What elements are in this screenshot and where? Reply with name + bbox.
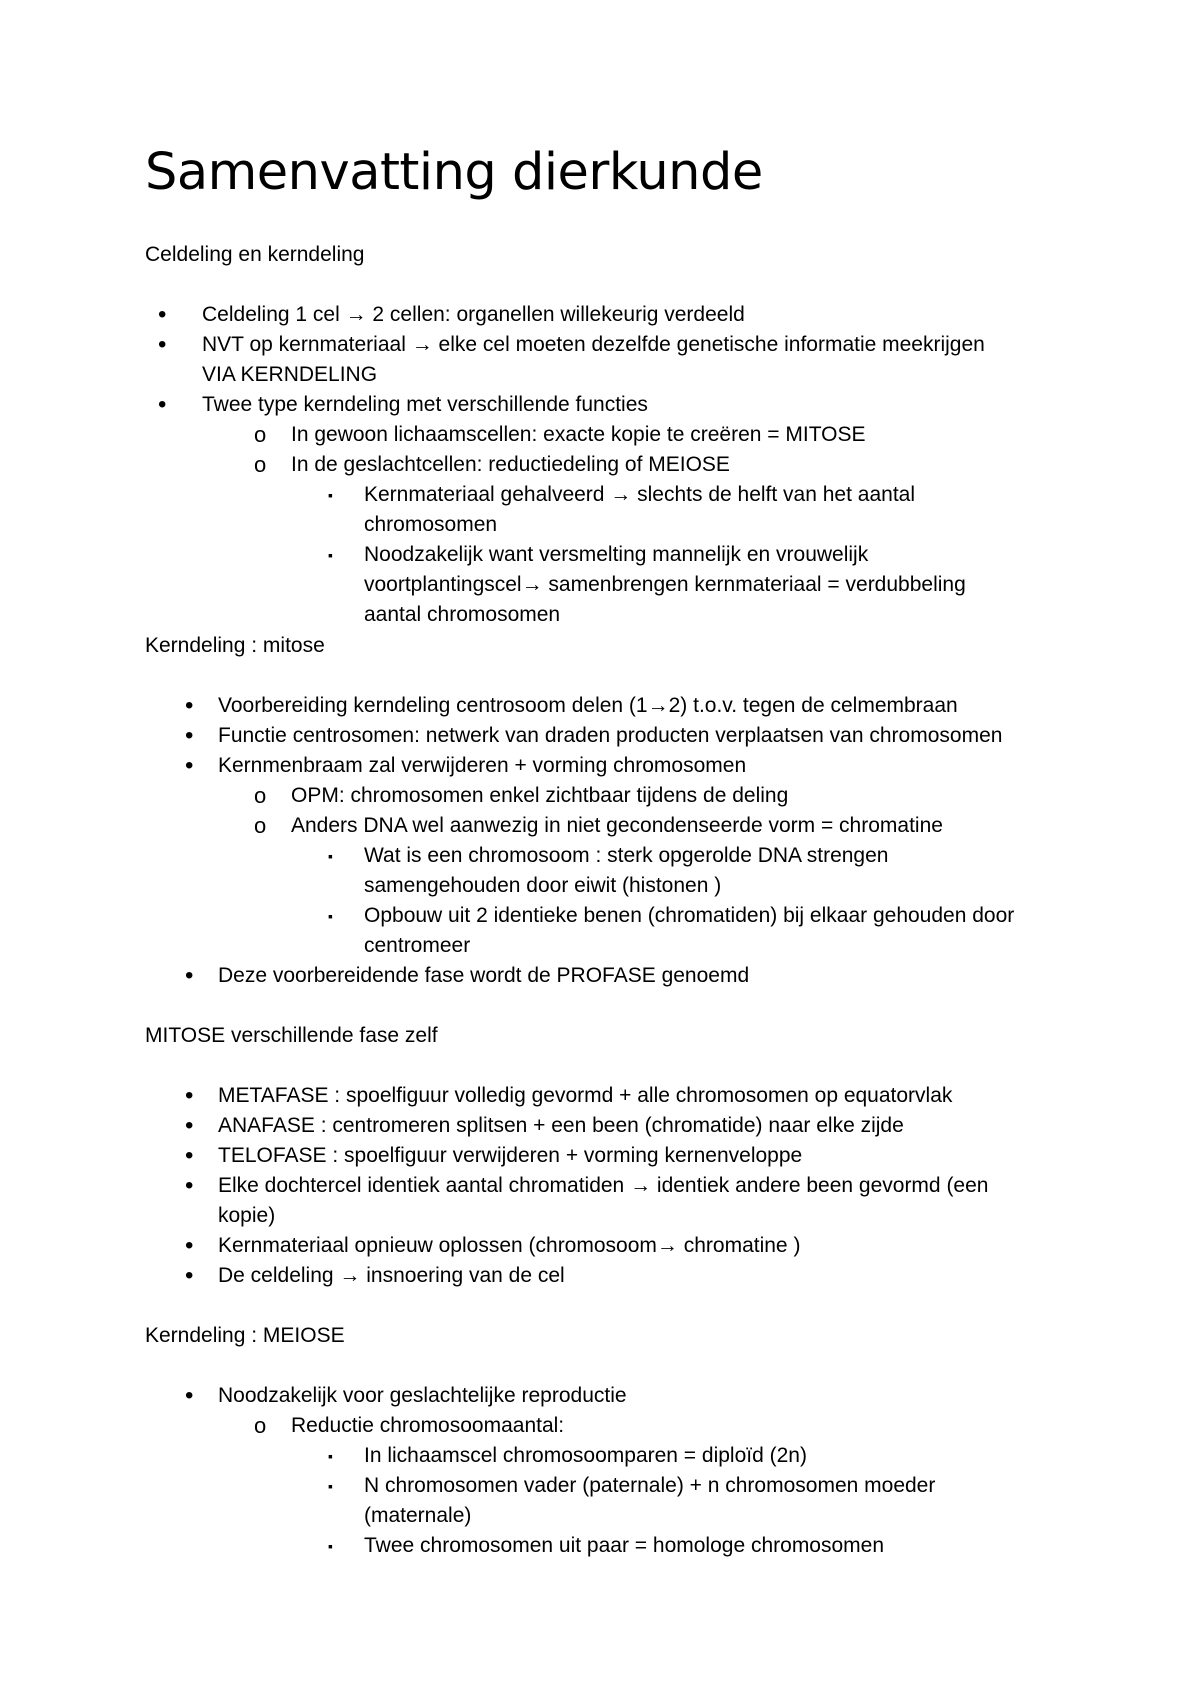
list-item-line: TELOFASE : spoelfiguur verwijderen + vorming kernenveloppe <box>218 1144 803 1167</box>
bullet-dot-icon: • <box>185 1082 194 1109</box>
bullet-circle-icon: o <box>254 1413 267 1438</box>
bullet-dot-icon: • <box>185 1262 194 1289</box>
section-heading: Kerndeling : MEIOSE <box>145 1324 345 1347</box>
list-item-line: Kernmateriaal gehalveerd → slechts de helft van het aantal <box>364 483 915 506</box>
list-item-line: Elke dochtercel identiek aantal chromatiden → identiek andere been gevormd (een <box>218 1174 989 1197</box>
list-item-line: Noodzakelijk voor geslachtelijke reproductie <box>218 1384 627 1407</box>
list-item-line: samengehouden door eiwit (histonen ) <box>364 874 722 897</box>
list-item-line: METAFASE : spoelfiguur volledig gevormd + alle chromosomen op equatorvlak <box>218 1084 953 1107</box>
bullet-dot-icon: • <box>185 1142 194 1169</box>
list-item-line: Opbouw uit 2 identieke benen (chromatiden) bij elkaar gehouden door <box>364 904 1015 927</box>
bullet-dot-icon: • <box>185 1112 194 1139</box>
list-item-line: Kernmateriaal opnieuw oplossen (chromosoom→ chromatine ) <box>218 1234 801 1257</box>
bullet-circle-icon: o <box>254 452 267 477</box>
bullet-circle-icon: o <box>254 813 267 838</box>
bullet-circle-icon: o <box>254 422 267 447</box>
list-item-line: Noodzakelijk want versmelting mannelijk en vrouwelijk <box>364 543 869 566</box>
list-item-line: In gewoon lichaamscellen: exacte kopie te creëren = MITOSE <box>291 423 866 446</box>
bullet-square-icon: ▪ <box>328 908 333 924</box>
bullet-dot-icon: • <box>158 301 167 328</box>
list-item-line: Deze voorbereidende fase wordt de PROFASE genoemd <box>218 964 750 987</box>
list-item-line: Wat is een chromosoom : sterk opgerolde DNA strengen <box>364 844 889 867</box>
list-item-line: Voorbereiding kerndeling centrosoom delen (1→2) t.o.v. tegen de celmembraan <box>218 694 958 717</box>
document-title: Samenvatting dierkunde <box>145 143 763 202</box>
section-heading: Kerndeling : mitose <box>145 634 325 657</box>
list-item-line: Kernmenbraam zal verwijderen + vorming chromosomen <box>218 754 747 777</box>
list-item-line: OPM: chromosomen enkel zichtbaar tijdens de deling <box>291 784 789 807</box>
bullet-dot-icon: • <box>158 391 167 418</box>
bullet-square-icon: ▪ <box>328 848 333 864</box>
list-item-line: In lichaamscel chromosoomparen = diploïd (2n) <box>364 1444 807 1467</box>
list-item-line: VIA KERNDELING <box>202 363 378 386</box>
list-item-line: Functie centrosomen: netwerk van draden producten verplaatsen van chromosomen <box>218 724 1003 747</box>
list-item-line: N chromosomen vader (paternale) + n chromosomen moeder <box>364 1474 936 1497</box>
bullet-square-icon: ▪ <box>328 547 333 563</box>
list-item-line: Twee type kerndeling met verschillende functies <box>202 393 648 416</box>
list-item-line: Celdeling 1 cel → 2 cellen: organellen willekeurig verdeeld <box>202 303 745 326</box>
list-item-line: In de geslachtcellen: reductiedeling of MEIOSE <box>291 453 730 476</box>
bullet-dot-icon: • <box>185 752 194 779</box>
list-item-line: (maternale) <box>364 1504 472 1527</box>
list-item-line: Reductie chromosoomaantal: <box>291 1414 565 1437</box>
bullet-dot-icon: • <box>185 962 194 989</box>
bullet-dot-icon: • <box>185 722 194 749</box>
section-heading: Celdeling en kerndeling <box>145 243 365 266</box>
bullet-square-icon: ▪ <box>328 487 333 503</box>
list-item-line: centromeer <box>364 934 471 957</box>
list-item-line: aantal chromosomen <box>364 603 561 626</box>
list-item-line: voortplantingscel→ samenbrengen kernmateriaal = verdubbeling <box>364 573 966 596</box>
list-item-line: chromosomen <box>364 513 498 536</box>
bullet-dot-icon: • <box>185 692 194 719</box>
bullet-dot-icon: • <box>185 1232 194 1259</box>
section-heading: MITOSE verschillende fase zelf <box>145 1024 438 1047</box>
bullet-dot-icon: • <box>158 331 167 358</box>
bullet-square-icon: ▪ <box>328 1538 333 1554</box>
list-item-line: NVT op kernmateriaal → elke cel moeten dezelfde genetische informatie meekrijgen <box>202 333 985 356</box>
bullet-circle-icon: o <box>254 783 267 808</box>
bullet-dot-icon: • <box>185 1382 194 1409</box>
list-item-line: ANAFASE : centromeren splitsen + een been (chromatide) naar elke zijde <box>218 1114 904 1137</box>
bullet-dot-icon: • <box>185 1172 194 1199</box>
list-item-line: Anders DNA wel aanwezig in niet gecondenseerde vorm = chromatine <box>291 814 943 837</box>
list-item-line: Twee chromosomen uit paar = homologe chromosomen <box>364 1534 885 1557</box>
bullet-square-icon: ▪ <box>328 1478 333 1494</box>
list-item-line: kopie) <box>218 1204 276 1227</box>
bullet-square-icon: ▪ <box>328 1448 333 1464</box>
list-item-line: De celdeling → insnoering van de cel <box>218 1264 565 1287</box>
